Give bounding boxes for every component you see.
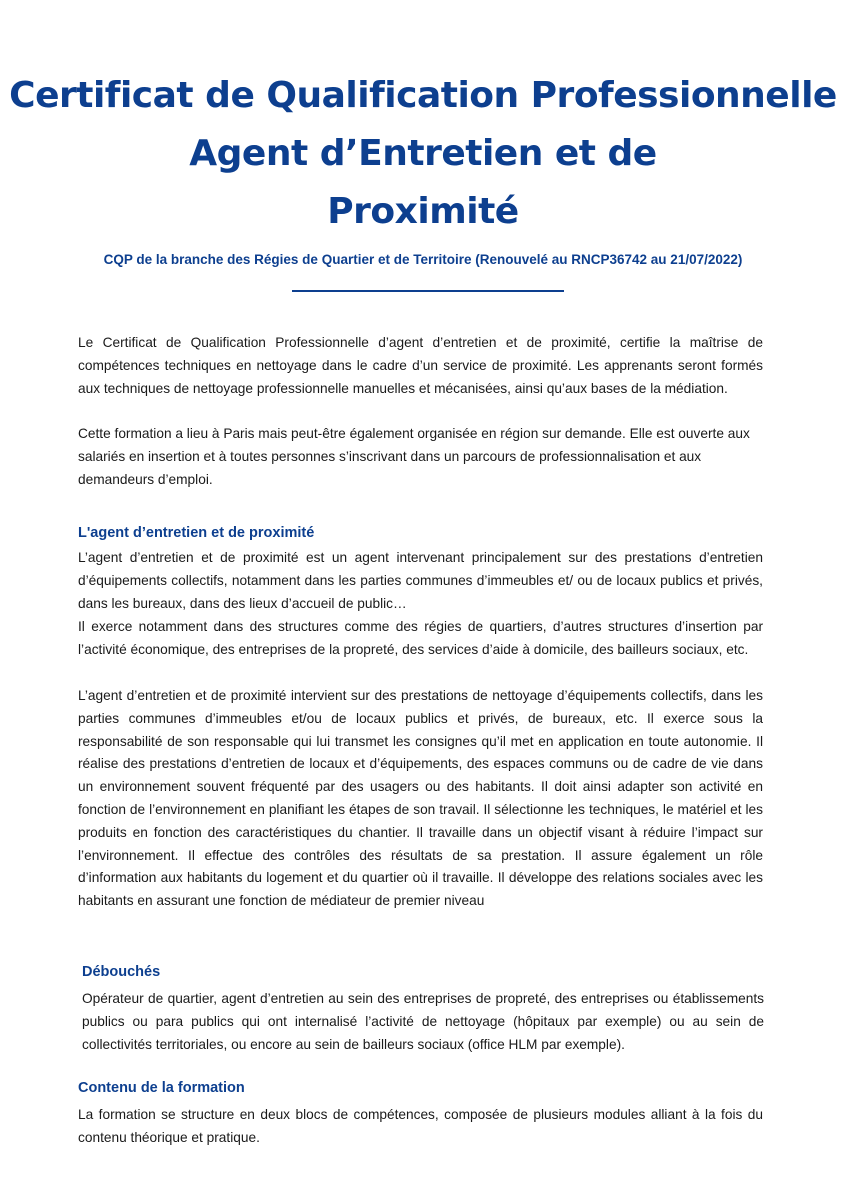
document-title-line-1: Certificat de Qualification Professionnelle bbox=[9, 75, 837, 116]
section-heading-debouches: Débouchés bbox=[82, 964, 161, 980]
intro-paragraph-2: Cette formation a lieu à Paris mais peut-être également organisée en région sur demande. Elle est ouverte aux salariés en insertion et à toutes personnes s’inscrivant dans un parcours de professionnalisation et aux demandeurs d’emploi. bbox=[78, 426, 750, 487]
contenu-paragraph: La formation se structure en deux blocs de compétences, composée de plusieurs modules alliant à la fois du contenu théorique et pratique. bbox=[78, 1107, 763, 1145]
agent-paragraph-3: L’agent d’entretien et de proximité intervient sur des prestations de nettoyage d’équipements collectifs, dans les parties communes d’immeubles et/ou de locaux publics et privés, de bureaux, etc. Il exerce sous la responsabilité de son responsable qui lui transmet les consignes qu’il met en application en toute autonomie. Il réalise des prestations d’entretien de locaux et d’équipements, des espaces communs ou de cadre de vie dans un environnement souvent fréquenté par des usagers ou des habitants. Il doit ainsi adapter son activité en fonction de l’environnement en planifiant les étapes de son travail. Il sélectionne les techniques, le matériel et les produits en fonction des caractéristiques du chantier. Il travaille dans un objectif visant à réduire l’impact sur l’environnement. Il effectue des contrôles des résultats de sa prestation. Il assure également un rôle d’information aux habitants du logement et du quartier où il travaille. Il développe des relations sociales avec les habitants en assurant une fonction de médiateur de premier niveau bbox=[78, 688, 763, 909]
section-heading-agent: L'agent d’entretien et de proximité bbox=[78, 525, 315, 541]
intro-paragraph-1: Le Certificat de Qualification Professionnelle d’agent d’entretien et de proximité, certifie la maîtrise de compétences techniques en nettoyage dans le cadre d’un service de proximité. Les apprenants seront formés aux techniques de nettoyage professionnelle manuelles et mécanisées, ainsi qu’aux bases de la médiation. bbox=[78, 335, 763, 396]
debouches-paragraph: Opérateur de quartier, agent d’entretien au sein des entreprises de propreté, des entreprises ou établissements publics ou para publics qui ont internalisé l’activité de nettoyage (hôpitaux par exemple) ou au sein de collectivités territoriales, ou encore au sein de bailleurs sociaux (office HLM par exemple). bbox=[82, 991, 764, 1052]
agent-paragraph-1: L’agent d’entretien et de proximité est un agent intervenant principalement sur des prestations d’entretien d’équipements collectifs, notamment dans les parties communes d’immeubles et/ ou de locaux publics et privés, dans les bureaux, dans des lieux d’accueil de public… bbox=[78, 550, 763, 611]
document-title-line-2: Agent d’Entretien et de bbox=[189, 133, 657, 174]
agent-paragraph-2: Il exerce notamment dans des structures comme des régies de quartiers, d’autres structures d’insertion par l’activité économique, des entreprises de la propreté, des services d’aide à domicile, des bailleurs sociaux, etc. bbox=[78, 619, 763, 657]
document-subtitle: CQP de la branche des Régies de Quartier et de Territoire (Renouvelé au RNCP36742 au 21/07/2022) bbox=[103, 252, 743, 267]
title-divider bbox=[292, 290, 564, 292]
section-heading-contenu: Contenu de la formation bbox=[78, 1080, 245, 1096]
document-title-line-3: Proximité bbox=[327, 191, 519, 232]
